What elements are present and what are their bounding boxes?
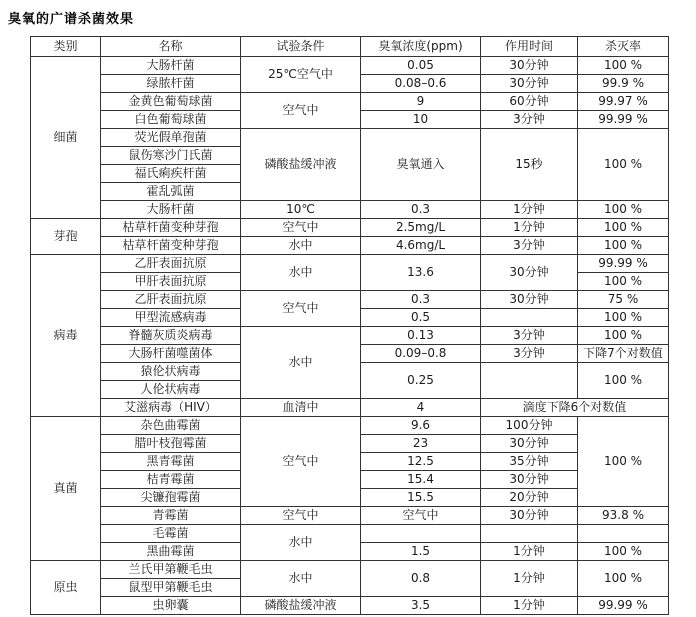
table-row [31,129,669,147]
table-cell: 23 [361,435,481,453]
table-cell: 腊叶枝孢霉菌 [101,435,241,453]
table-cell: 鼠伤寒沙门氏菌 [101,147,241,165]
table-cell: 乙肝表面抗原 [101,291,241,309]
table-cell: 金黄色葡萄球菌 [101,93,241,111]
table-cell: 4.6mg/L [361,237,481,255]
table-cell: 虫卵囊 [101,597,241,615]
table-cell: 猿伦状病毒 [101,363,241,381]
table-row [31,201,669,219]
table-cell: 100 % [578,273,669,291]
table-cell [361,525,481,543]
table-cell: 水中 [241,327,361,399]
table-cell: 滴度下降6个对数值 [481,399,669,417]
column-header: 试验条件 [241,37,361,57]
table-cell: 臭氧通入 [361,129,481,201]
table-cell: 99.99 % [578,597,669,615]
table-cell: 人伦状病毒 [101,381,241,399]
table-cell: 1分钟 [481,597,578,615]
table-cell: 真菌 [31,417,101,561]
table-cell: 100 % [578,219,669,237]
table-row [31,525,669,543]
table-cell: 兰氏甲第鞭毛虫 [101,561,241,579]
table-cell: 空气中 [241,291,361,327]
table-cell: 100 % [578,201,669,219]
table-cell: 磷酸盐缓冲液 [241,129,361,201]
table-cell: 1分钟 [481,543,578,561]
table-cell: 99.97 % [578,93,669,111]
table-cell: 0.3 [361,201,481,219]
table-cell: 12.5 [361,453,481,471]
table-cell: 60分钟 [481,93,578,111]
table-cell: 99.99 % [578,111,669,129]
table-cell [481,363,578,399]
table-cell: 25℃空气中 [241,57,361,93]
table-cell: 100 % [578,129,669,201]
table-cell: 水中 [241,255,361,291]
table-row [31,561,669,579]
table-cell: 10℃ [241,201,361,219]
table-cell: 空气中 [361,507,481,525]
table-cell: 白色葡萄球菌 [101,111,241,129]
table-cell: 霍乱弧菌 [101,183,241,201]
table-cell: 芽孢 [31,219,101,255]
table-cell: 大肠杆菌 [101,57,241,75]
table-cell [481,525,578,543]
table-cell: 鼠型甲第鞭毛虫 [101,579,241,597]
column-header: 臭氧浓度(ppm) [361,37,481,57]
table-cell: 100 % [578,417,669,507]
table-cell: 13.6 [361,255,481,291]
table-cell: 0.09–0.8 [361,345,481,363]
table-cell: 99.9 % [578,75,669,93]
table-cell: 15.5 [361,489,481,507]
table-cell: 99.99 % [578,255,669,273]
table-cell: 0.5 [361,309,481,327]
table-cell: 0.8 [361,561,481,597]
table-cell: 下降7个对数值 [578,345,669,363]
table-cell: 荧光假单孢菌 [101,129,241,147]
table-cell [578,525,669,543]
table-cell: 水中 [241,525,361,561]
table-cell: 0.05 [361,57,481,75]
table-cell: 20分钟 [481,489,578,507]
ozone-sterilization-table [30,36,669,615]
table-cell: 大肠杆菌 [101,201,241,219]
table-cell: 0.08–0.6 [361,75,481,93]
table-cell: 脊髓灰质炎病毒 [101,327,241,345]
table-row [31,597,669,615]
table-row [31,507,669,525]
table-cell: 空气中 [241,507,361,525]
table-cell: 4 [361,399,481,417]
column-header: 作用时间 [481,37,578,57]
table-cell: 100 % [578,309,669,327]
table-cell: 3.5 [361,597,481,615]
table-cell: 乙肝表面抗原 [101,255,241,273]
table-cell: 空气中 [241,417,361,507]
table-cell: 100 % [578,363,669,399]
table-cell: 30分钟 [481,471,578,489]
table-cell: 血清中 [241,399,361,417]
table-cell: 3分钟 [481,111,578,129]
table-row [31,327,669,345]
table-cell: 水中 [241,237,361,255]
table-row [31,399,669,417]
table-cell: 9.6 [361,417,481,435]
table-cell: 杂色曲霉菌 [101,417,241,435]
table-row [31,237,669,255]
table-cell: 9 [361,93,481,111]
table-cell: 75 % [578,291,669,309]
table-cell: 青霉菌 [101,507,241,525]
table-cell: 3分钟 [481,345,578,363]
table-cell: 福氏痢疾杆菌 [101,165,241,183]
table-cell [481,309,578,327]
table-cell: 10 [361,111,481,129]
table-cell: 艾滋病毒（HIV） [101,399,241,417]
table-cell: 病毒 [31,255,101,417]
table-cell: 35分钟 [481,453,578,471]
table-cell: 磷酸盐缓冲液 [241,597,361,615]
page-title: 臭氧的广谱杀菌效果 [8,12,135,27]
table-cell: 甲型流感病毒 [101,309,241,327]
table-cell: 0.13 [361,327,481,345]
table-cell: 30分钟 [481,255,578,291]
table-cell: 水中 [241,561,361,597]
table-row [31,255,669,273]
table-cell: 30分钟 [481,75,578,93]
table-cell: 93.8 % [578,507,669,525]
table-cell: 0.25 [361,363,481,399]
table-cell: 枯草杆菌变种芽孢 [101,237,241,255]
column-header: 名称 [101,37,241,57]
table-cell: 100 % [578,327,669,345]
table-row [31,57,669,75]
table-cell: 甲肝表面抗原 [101,273,241,291]
table-row [31,93,669,111]
table-cell: 3分钟 [481,327,578,345]
table-cell: 100 % [578,561,669,597]
table-cell: 1.5 [361,543,481,561]
table-cell: 细菌 [31,57,101,219]
table-cell: 30分钟 [481,435,578,453]
table-cell: 100 % [578,543,669,561]
table-header [31,37,669,57]
table-cell: 15.4 [361,471,481,489]
table-cell: 绿脓杆菌 [101,75,241,93]
table-cell: 尖镰孢霉菌 [101,489,241,507]
table-cell: 空气中 [241,93,361,129]
table-cell: 100 % [578,237,669,255]
table-cell: 黑青霉菌 [101,453,241,471]
table-cell: 桔青霉菌 [101,471,241,489]
table-cell: 空气中 [241,219,361,237]
table-cell: 30分钟 [481,291,578,309]
table-cell: 1分钟 [481,561,578,597]
table-cell: 1分钟 [481,219,578,237]
table-cell: 1分钟 [481,201,578,219]
table-cell: 0.3 [361,291,481,309]
table-cell: 30分钟 [481,57,578,75]
table-cell: 2.5mg/L [361,219,481,237]
header-row [31,37,669,57]
column-header: 类别 [31,37,101,57]
table-cell: 原虫 [31,561,101,615]
table-row [31,219,669,237]
table-cell: 黑曲霉菌 [101,543,241,561]
column-header: 杀灭率 [578,37,669,57]
table-cell: 15秒 [481,129,578,201]
table-cell: 30分钟 [481,507,578,525]
table-cell: 3分钟 [481,237,578,255]
table-cell: 100 % [578,57,669,75]
table-row [31,291,669,309]
table-cell: 毛霉菌 [101,525,241,543]
table-body [31,57,669,615]
table-cell: 大肠杆菌噬菌体 [101,345,241,363]
table-row [31,417,669,435]
table-cell: 100分钟 [481,417,578,435]
table-cell: 枯草杆菌变种芽孢 [101,219,241,237]
